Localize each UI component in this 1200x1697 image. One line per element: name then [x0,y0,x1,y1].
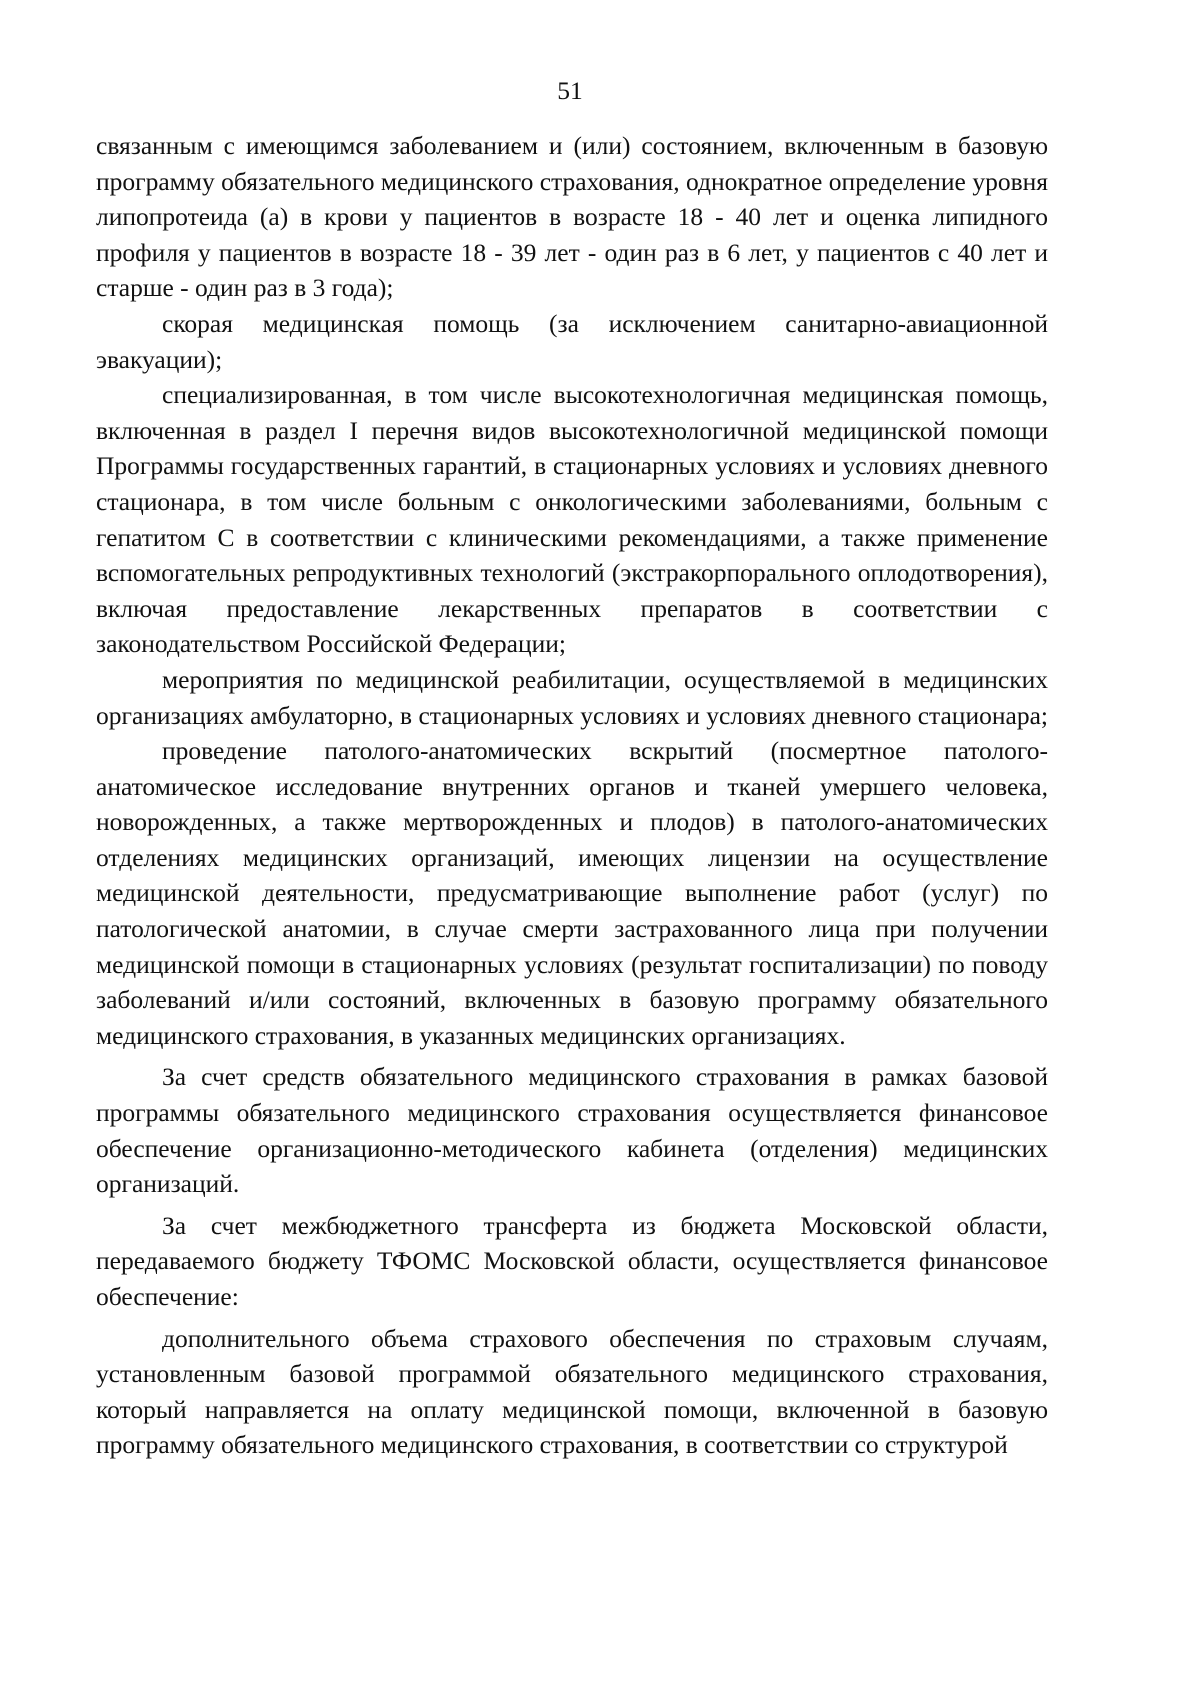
paragraph-continuation: связанным с имеющимся заболеванием и (или) состоянием, включенным в базовую программу обязательного медицинского страхования, однократное определение уровня липопротеида (а) в крови у пациентов в возрасте 18 - 40 лет и оценка липидного профиля у пациентов в возрасте 18 - 39 лет - один раз в 6 лет, у пациентов с 40 лет и старше - один раз в 3 года); [96,131,1048,303]
paragraph-rehabilitation: мероприятия по медицинской реабилитации, осуществляемой в медицинских организациях амбулаторно, в стационарных условиях и условиях дневного стационара; [96,664,1048,730]
paragraph-autopsy: проведение патолого-анатомических вскрытий (посмертное патолого-анатомическое исследование внутренних органов и тканей умершего человека, новорожденных, а также мертворожденных и плодов) в патолого-анатомических отделениях медицинских организаций, имеющих лицензии на осуществление медицинской деятельности, предусматривающие выполнение работ (услуг) по патологической анатомии, в случае смерти застрахованного лица при получении медицинской помощи в стационарных условиях (результат госпитализации) по поводу заболеваний и/или состояний, включенных в базовую программу обязательного медицинского страхования, в указанных медицинских организациях. [96,736,1048,1050]
paragraph-methodical-office: За счет средств обязательного медицинского страхования в рамках базовой программы обязательного медицинского страхования осуществляется финансовое обеспечение организационно-методического кабинета (отделения) медицинских организаций. [96,1062,1048,1199]
paragraph-specialized-care: специализированная, в том числе высокотехнологичная медицинская помощь, включенная в раздел I перечня видов высокотехнологичной медицинской помощи Программы государственных гарантий, в стационарных условиях и условиях дневного стационара, в том числе больным с онкологическими заболеваниями, больным с гепатитом С в соответствии с клиническими рекомендациями, а также применение вспомогательных репродуктивных технологий (экстракорпорального оплодотворения), включая предоставление лекарственных препаратов в соответствии с законодательством Российской Федерации; [96,380,1048,659]
paragraph-additional-coverage: дополнительного объема страхового обеспечения по страховым случаям, установленным базовой программой обязательного медицинского страхования, который направляется на оплату медицинской помощи, включенной в базовую программу обязательного медицинского страхования, в соответствии со структурой [96,1323,1048,1460]
paragraph-emergency-care: скорая медицинская помощь (за исключением санитарно-авиационной эвакуации); [96,308,1048,374]
paragraph-interbudget-transfer: За счет межбюджетного трансферта из бюджета Московской области, передаваемого бюджету ТФОМС Московской области, осуществляется финансовое обеспечение: [96,1210,1048,1311]
document-body [96,128,1048,1463]
page-number: 51 [557,76,583,105]
